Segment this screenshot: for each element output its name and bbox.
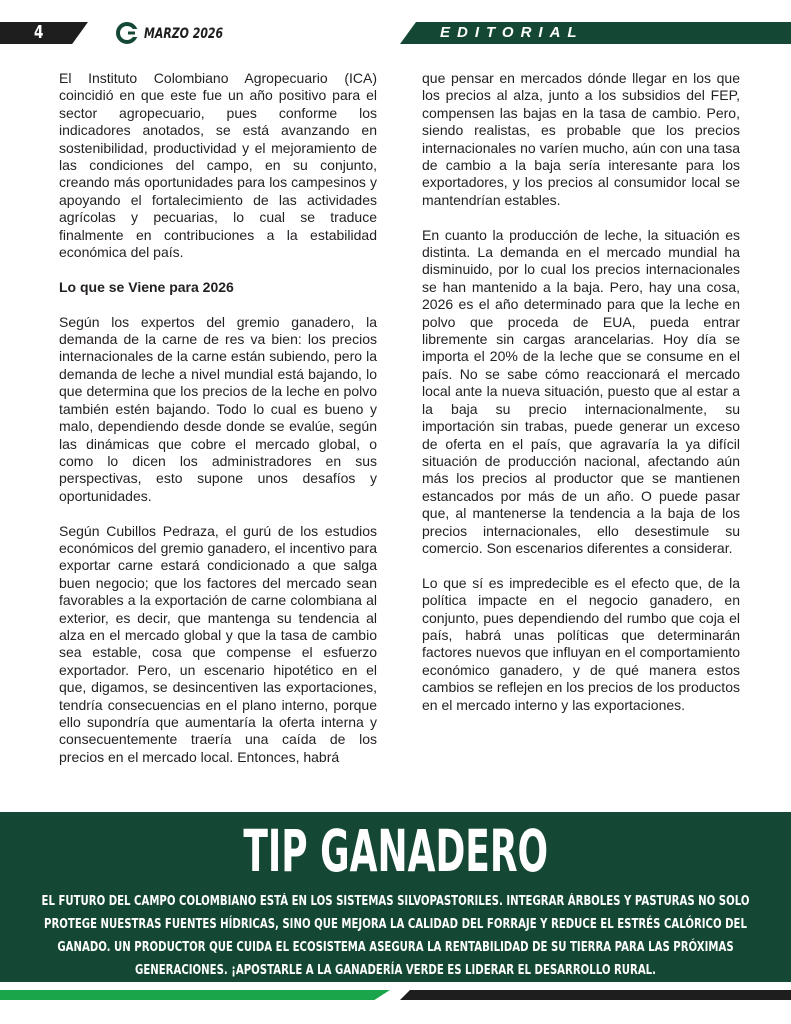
right-column	[422, 70, 740, 731]
footer-dark-bar	[400, 990, 791, 1000]
left-paragraph-1: El Instituto Colombiano Agropecuario (ICA) coincidió en que este fue un año positivo para el sector agropecuario, pues conforme los indicadores anotados, se está avanzando en sostenibilidad, productividad y el mejoramiento de las condiciones del campo, en su conjunto, creando más oportunidades para los campesinos y apoyando el fortalecimiento de las actividades agrícolas y pecuarias, lo cual se traduce finalmente en contribuciones a la estabilidad económica del país.	[59, 70, 377, 261]
right-paragraph-1: que pensar en mercados dónde llegar en los que los precios al alza, junto a los subsidios del FEP, compensen las bajas en la tasa de cambio. Pero, siendo realistas, es probable que los precios internacionales no varíen mucho, aún con una tasa de cambio a la baja sería interesante para los exportadores, y los precios al consumidor local se mantendrían estables.	[422, 70, 740, 208]
right-paragraph-2: En cuanto la producción de leche, la situación es distinta. La demanda en el mercado mundial ha disminuido, por lo cual los precios internacionales se han mantenido a la baja. Pero, hay una cosa, 2026 es el año determinado para que la leche en polvo que proceda de EUA, pueda entrar libremente sin cargas arancelarias. Hoy día se importa el 20% de la leche que se consume en el país. No se sabe cómo reaccionará el mercado local ante la nueva situación, puesto que al estar a la baja su precio internacionalmente, su importación sin trabas, puede generar un exceso de oferta en el país, que agravaría la ya difícil situación de producción nacional, afectando aún más los precios al productor que se mantienen estancados por más de un año. O puede pasar que, al mantenerse la tendencia a la baja de los precios internacionales, ello desestimule su comercio. Son escenarios diferentes a considerar.	[422, 226, 740, 556]
page-number: 4	[34, 22, 44, 43]
tip-body-text: EL FUTURO DEL CAMPO COLOMBIANO ESTÁ EN LOS SISTEMAS SILVOPASTORILES. INTEGRAR ÁRBOLES Y PASTURAS NO SOLO PROTEGE NUESTRAS FUENTES HÍDRICAS, SINO QUE MEJORA LA CALIDAD DEL FORRAJE Y REDUCE EL ESTRÉS CALÓRICO DEL GANADO. UN PRODUCTOR QUE CUIDA EL ECOSISTEMA ASEGURA LA RENTABILIDAD DE SU TIERRA PARA LAS PRÓXIMAS GENERACIONES. ¡APOSTARLE A LA GANADERÍA VERDE ES LIDERAR EL DESARROLLO RURAL.	[41, 894, 750, 978]
left-paragraph-2: Según los expertos del gremio ganadero, la demanda de la carne de res va bien: los precios internacionales de la carne están subiendo, pero la demanda de leche a nivel mundial está bajando, lo que determina que los precios de la leche en polvo también estén bajando. Todo lo cual es bueno y malo, dependiendo desde donde se evalúe, según las dinámicas que cobre el mercado global, o como lo dicen los administradores en sus perspectivas, esto supone unos desafíos y oportunidades.	[59, 313, 377, 504]
issue-date: MARZO 2026	[144, 26, 224, 42]
tip-body	[40, 890, 751, 982]
footer-green-bar	[0, 990, 390, 1000]
right-paragraph-3: Lo que sí es impredecible es el efecto que, de la política impacte en el negocio ganadero, en conjunto, pues dependiendo del rumbo que coja el país, habrá unas políticas que determinarán factores nuevos que influyan en el comportamiento económico ganadero, y de qué manera estos cambios se reflejen en los precios de los productos en el mercado interno y las exportaciones.	[422, 574, 740, 713]
left-column	[59, 70, 377, 784]
section-title: EDITORIAL	[440, 24, 584, 41]
subheading: Lo que se Viene para 2026	[59, 278, 234, 295]
left-paragraph-3: Según Cubillos Pedraza, el gurú de los estudios económicos del gremio ganadero, el incentivo para exportar carne estará condicionado a que salga buen negocio; que los factores del mercado sean favorables a la exportación de carne colombiana al exterior, es decir, que mantenga su tendencia al alza en el mercado global y que la tasa de cambio sea estable, cosa que compense el esfuerzo exportador. Pero, un escenario hipotético en el que, digamos, se desincentiven las exportaciones, tendría consecuencias en el plano interno, porque ello supondría que aumentaría la oferta interna y consecuentemente traería una caída de los precios en el mercado local. Entonces, habrá	[59, 522, 377, 765]
tip-title-text: TIP GANADERO	[243, 817, 548, 885]
tip-title	[0, 818, 791, 884]
brand-logo-icon	[116, 22, 138, 44]
